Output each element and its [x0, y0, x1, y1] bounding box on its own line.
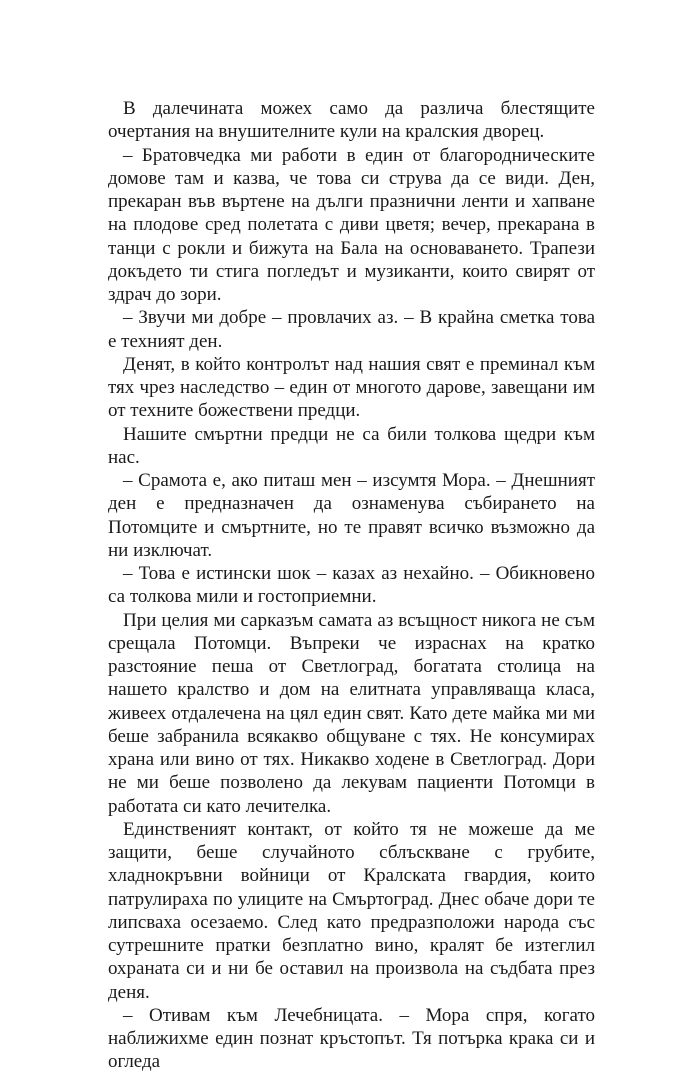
text-column: [108, 97, 595, 1074]
paragraph-4: Денят, в който контролът над нашия свят е преминал към тях чрез наследство – един от многото дарове, завещани им от техните божествени предци.: [108, 353, 595, 422]
paragraph-5: Нашите смъртни предци не са били толкова щедри към нас.: [108, 423, 595, 468]
paragraph-7: – Това е истински шок – казах аз нехайно. – Обикновено са толкова мили и гостоприемни.: [108, 563, 595, 608]
paragraph-9: Единственият контакт, от който тя не можеше да ме защити, беше случайното сблъскване с грубите, хладнокръвни войници от Кралската гвардия, които патрулираха по улиците на Смъртоград. Днес обаче дори те липсваха осезаемо. След като предразположи народа със сутрешните пратки безплатно вино, кралят бе изтеглил охраната си и ни бе оставил на произвола на съдбата през деня.: [108, 818, 595, 1003]
paragraph-6: – Срамота е, ако питаш мен – изсумтя Мора. – Днешният ден е предназначен да ознаменува събирането на Потомците и смъртните, но те правят всичко възможно да ни изключат.: [108, 470, 595, 561]
paragraph-10: – Отивам към Лечебницата. – Мора спря, когато наближихме един познат кръстопът. Тя потърка крака си и огледа: [108, 1004, 595, 1073]
paragraph-1: В далечината можех само да различа блестящите очертания на внушителните кули на кралския дворец.: [108, 98, 595, 143]
paragraph-3: – Звучи ми добре – провлачих аз. – В крайна сметка това е техният ден.: [108, 307, 595, 352]
paragraph-8: При целия ми сарказъм самата аз всъщност никога не съм срещала Потомци. Въпреки че израснах на кратко разстояние пеша от Светлоград, богатата столица на нашето кралство и дом на елитната управляваща класа, живеех отдалечена на цял един свят. Като дете майка ми ми беше забранила всякакво общуване с тях. Не консумирах храна или вино от тях. Никакво ходене в Светлоград. Дори не ми беше позволено да лекувам пациенти Потомци в работата си като лечителка.: [108, 609, 595, 817]
paragraph-2: – Братовчедка ми работи в един от благородническите домове там и казва, че това си струва да се види. Ден, прекаран във въртене на дълги празнични ленти и хапване на плодове сред полетата с диви цветя; вечер, прекарана в танци с рокли и бижута на Бала на основаването. Трапези докъдето ти стига погледът и музиканти, които свирят от здрач до зори.: [108, 144, 595, 305]
